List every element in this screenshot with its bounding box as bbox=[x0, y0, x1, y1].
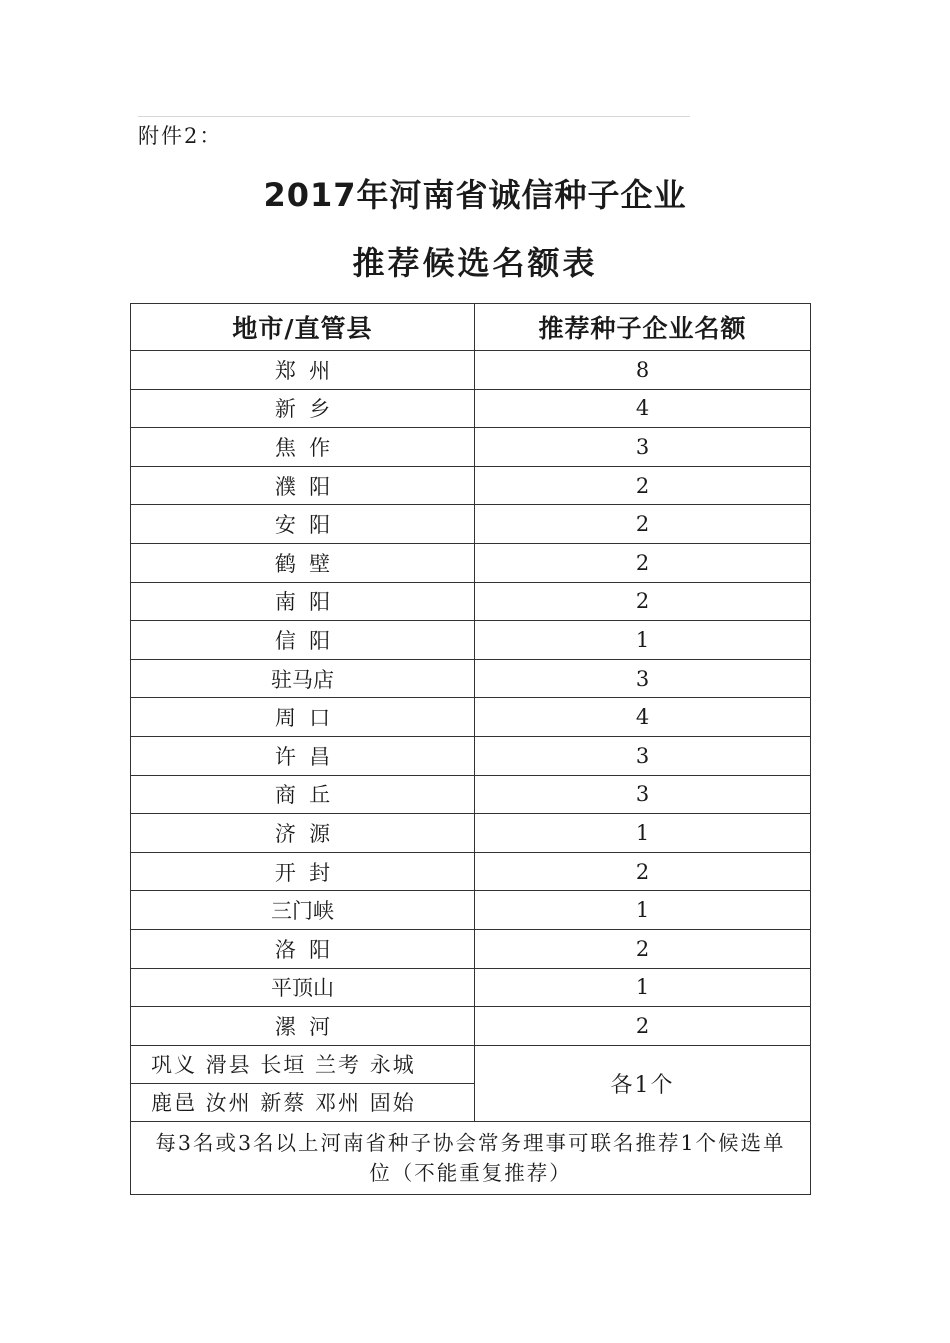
city-cell: 济 源 bbox=[131, 814, 475, 853]
city-cell: 洛 阳 bbox=[131, 929, 475, 968]
city-cell: 平顶山 bbox=[131, 968, 475, 1007]
note-cell: 每3名或3名以上河南省种子协会常务理事可联名推荐1个候选单位（不能重复推荐） bbox=[131, 1121, 811, 1194]
quota-cell: 1 bbox=[475, 891, 811, 930]
quota-cell: 3 bbox=[475, 428, 811, 467]
table-body bbox=[131, 351, 811, 1195]
table-row bbox=[131, 852, 811, 891]
table-row bbox=[131, 428, 811, 467]
quota-cell: 3 bbox=[475, 736, 811, 775]
table-row bbox=[131, 968, 811, 1007]
page-title: 2017年河南省诚信种子企业 bbox=[263, 176, 687, 214]
quota-cell: 2 bbox=[475, 582, 811, 621]
city-cell: 郑 州 bbox=[131, 351, 475, 390]
table-row bbox=[131, 775, 811, 814]
quota-cell: 3 bbox=[475, 775, 811, 814]
quota-cell: 1 bbox=[475, 814, 811, 853]
note-row bbox=[131, 1121, 811, 1194]
quota-cell: 4 bbox=[475, 698, 811, 737]
counties-row bbox=[131, 1045, 811, 1083]
quota-cell: 4 bbox=[475, 389, 811, 428]
quota-cell: 3 bbox=[475, 659, 811, 698]
city-cell: 周 口 bbox=[131, 698, 475, 737]
table-row bbox=[131, 505, 811, 544]
table-row bbox=[131, 814, 811, 853]
quota-cell: 1 bbox=[475, 968, 811, 1007]
quota-cell: 8 bbox=[475, 351, 811, 390]
counties-cell-line1: 巩义 滑县 长垣 兰考 永城 bbox=[131, 1045, 475, 1083]
city-cell: 三门峡 bbox=[131, 891, 475, 930]
quota-cell: 2 bbox=[475, 929, 811, 968]
city-cell: 濮 阳 bbox=[131, 466, 475, 505]
city-cell: 信 阳 bbox=[131, 621, 475, 660]
table-row bbox=[131, 1007, 811, 1046]
city-cell: 商 丘 bbox=[131, 775, 475, 814]
top-rule bbox=[138, 116, 690, 117]
counties-cell-line2: 鹿邑 汝州 新蔡 邓州 固始 bbox=[131, 1083, 475, 1121]
table-row bbox=[131, 543, 811, 582]
table-row bbox=[131, 389, 811, 428]
quota-cell: 2 bbox=[475, 1007, 811, 1046]
header-city: 地市/直管县 bbox=[131, 304, 475, 351]
table-row bbox=[131, 891, 811, 930]
table-row bbox=[131, 929, 811, 968]
quota-cell: 2 bbox=[475, 505, 811, 544]
city-cell: 开 封 bbox=[131, 852, 475, 891]
table-row bbox=[131, 621, 811, 660]
quota-cell: 2 bbox=[475, 543, 811, 582]
city-cell: 新 乡 bbox=[131, 389, 475, 428]
city-cell: 许 昌 bbox=[131, 736, 475, 775]
table-row bbox=[131, 659, 811, 698]
city-cell: 鹤 壁 bbox=[131, 543, 475, 582]
table-row bbox=[131, 736, 811, 775]
table-row bbox=[131, 582, 811, 621]
quota-cell: 1 bbox=[475, 621, 811, 660]
quota-table bbox=[130, 303, 811, 1195]
header-quota: 推荐种子企业名额 bbox=[475, 304, 811, 351]
table-row bbox=[131, 466, 811, 505]
city-cell: 南 阳 bbox=[131, 582, 475, 621]
counties-quota-cell: 各1个 bbox=[475, 1045, 811, 1121]
attachment-label: 附件2： bbox=[138, 124, 223, 148]
quota-cell: 2 bbox=[475, 852, 811, 891]
quota-cell: 2 bbox=[475, 466, 811, 505]
city-cell: 焦 作 bbox=[131, 428, 475, 467]
city-cell: 驻马店 bbox=[131, 659, 475, 698]
city-cell: 漯 河 bbox=[131, 1007, 475, 1046]
table-row bbox=[131, 698, 811, 737]
city-cell: 安 阳 bbox=[131, 505, 475, 544]
page-subtitle: 推荐候选名额表 bbox=[352, 244, 598, 282]
table-row bbox=[131, 351, 811, 390]
